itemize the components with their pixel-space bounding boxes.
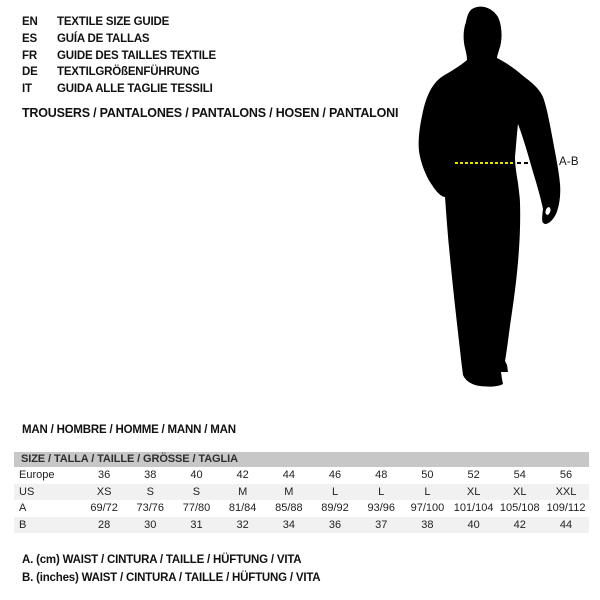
table-cell: 38: [144, 469, 157, 482]
table-cell: 32: [236, 518, 249, 531]
language-label: GUIDE DES TAILLES TEXTILE: [57, 49, 216, 62]
language-list: [22, 14, 216, 98]
footnote-b-inches: B. (inches) WAIST / CINTURA / TAILLE / HÜFTUNG / VITA: [22, 571, 321, 584]
language-row-fr: [22, 48, 216, 65]
table-cell: L: [331, 485, 339, 498]
table-cell: 97/100: [410, 502, 445, 515]
table-cell: 52: [467, 469, 480, 482]
language-row-en: [22, 14, 216, 31]
size-table-body: [14, 467, 589, 533]
table-cell: 28: [97, 518, 111, 531]
language-label: GUIDA ALLE TAGLIE TESSILI: [57, 83, 213, 96]
table-cell: 37: [375, 518, 388, 531]
language-code: DE: [22, 66, 38, 79]
size-table-header: SIZE / TALLA / TAILLE / GRÖSSE / TAGLIA: [14, 452, 589, 467]
language-row-es: [22, 31, 216, 48]
product-type-heading: TROUSERS / PANTALONES / PANTALONS / HOSEN / PANTALONI: [22, 106, 399, 120]
table-cell: 31: [190, 518, 203, 531]
table-row-a: [14, 500, 589, 517]
table-cell: 89/92: [321, 502, 349, 515]
language-label: TEXTILGRÖßENFÜHRUNG: [57, 66, 200, 79]
table-row-us: [14, 484, 589, 501]
measurement-footnotes: [22, 552, 320, 587]
table-cell: 34: [282, 518, 295, 531]
size-table: [14, 452, 589, 533]
table-cell: 73/76: [136, 502, 165, 515]
table-row-b: [14, 517, 589, 534]
language-code: FR: [22, 49, 37, 62]
table-cell: S: [192, 485, 201, 498]
language-row-de: [22, 64, 216, 81]
table-cell: 56: [559, 469, 573, 482]
table-cell: XL: [513, 485, 527, 498]
language-label: GUÍA DE TALLAS: [57, 32, 150, 45]
table-cell: 40: [190, 469, 203, 482]
table-cell: 44: [282, 469, 295, 482]
gender-heading: MAN / HOMBRE / HOMME / MANN / MAN: [22, 424, 236, 436]
language-code: EN: [22, 16, 38, 28]
table-cell: 30: [144, 518, 157, 531]
man-silhouette-icon: [410, 0, 600, 400]
table-cell: 54: [513, 469, 526, 482]
row-label: A: [19, 502, 27, 515]
table-cell: 50: [421, 469, 434, 482]
table-cell: 69/72: [90, 502, 118, 515]
table-cell: 81/84: [228, 502, 257, 515]
table-cell: 36: [328, 518, 342, 531]
table-cell: 38: [421, 518, 434, 531]
waist-measure-line-extension: [517, 162, 556, 164]
table-cell: 93/96: [367, 502, 395, 515]
table-cell: M: [238, 485, 248, 498]
table-cell: XL: [466, 485, 481, 498]
table-cell: XS: [96, 485, 112, 498]
table-cell: 85/88: [275, 502, 303, 515]
table-cell: 36: [97, 469, 111, 482]
table-cell: XXL: [555, 485, 577, 498]
measurement-ab-label: A-B: [559, 156, 579, 168]
table-row-europe: [14, 467, 589, 484]
language-code: IT: [22, 83, 32, 96]
table-cell: 48: [375, 469, 388, 482]
row-label: Europe: [19, 469, 55, 482]
language-label: TEXTILE SIZE GUIDE: [57, 16, 170, 28]
table-cell: S: [146, 485, 154, 498]
table-cell: 105/108: [499, 502, 540, 515]
table-cell: L: [378, 485, 385, 498]
table-cell: 77/80: [182, 502, 211, 515]
footnote-a-cm: A. (cm) WAIST / CINTURA / TAILLE / HÜFTUNG / VITA: [22, 554, 302, 566]
waist-measure-line-on-body: [455, 162, 515, 164]
language-row-it: [22, 81, 216, 98]
table-cell: 42: [513, 518, 526, 531]
table-cell: M: [284, 485, 294, 498]
table-cell: 42: [236, 469, 249, 482]
table-cell: 46: [328, 469, 342, 482]
table-cell: 40: [467, 518, 480, 531]
table-cell: 109/112: [546, 502, 586, 515]
row-label: B: [19, 518, 27, 531]
language-code: ES: [22, 32, 37, 45]
table-cell: L: [424, 485, 431, 498]
table-cell: 44: [559, 518, 573, 531]
table-cell: 101/104: [453, 502, 494, 515]
row-label: US: [19, 485, 35, 498]
